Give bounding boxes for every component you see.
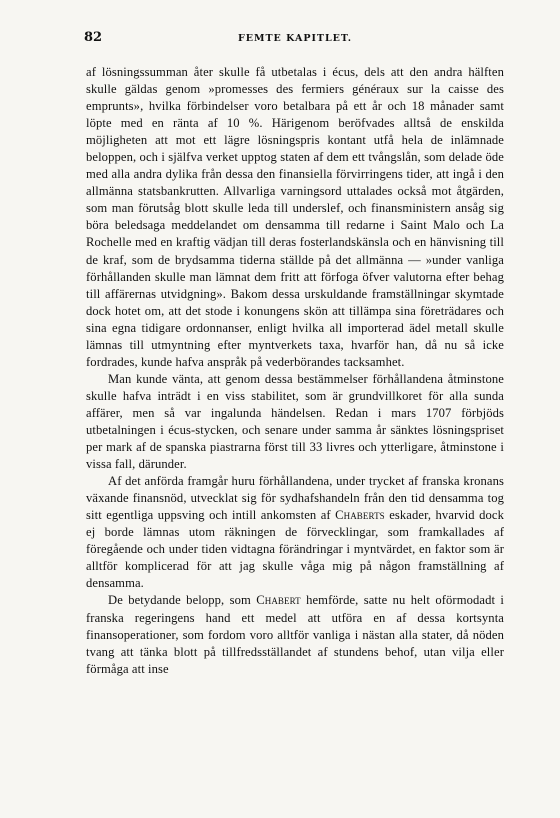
paragraph-3-text: eskader, hvarvid dock ej borde lämnas utom räkningen de förvecklingar, som framkallades af föregående och under tiden vidtagna förändringar i myntvärdet, en faktor som är alltför komplicerad för att jag skulle våga mig på någon framställning af densamma. <box>86 508 504 591</box>
page-number: 82 <box>84 30 103 45</box>
paragraph-4 <box>86 592 504 677</box>
paragraph-2: Man kunde vänta, att genom dessa bestämmelser förhållandena åtminstone skulle hafva inträdt i en viss stabilitet, som är grundvillkoret för alla sunda affärer, men så var ingalunda händelsen. Redan i mars 1707 förbjöds utbetalningen i écus-stycken, och senare under samma år sänktes lösningspriset per mark af de spanska piastrarna först till 33 livres och ytterligare, åtminstone i vissa fall, därunder. <box>86 371 504 472</box>
paragraph-1: af lösningssumman åter skulle få utbetalas i écus, dels att den andra hälften skulle gäldas genom »promesses des fermiers généraux sur la caisse des emprunts», hvilka förbindelser voro betalbara på ett år och 18 månader samt löpte med en ränta af 10 %. Härigenom beröfvades alltså de enskilda möjligheten att mot ett lägre lösningspris kontant utfå hela de inlämnade beloppen, och i själfva verket upptog staten af dem ett tvångslån, som delade öde med alla andra dylika från dessa den finansiella förvirringens tider, att ingå i den allmänna statsbankrutten. Allvarliga varningsord uttalades också mot åtgärden, som man förutsåg blott skulle leda till underslef, och finansministern ansåg sig böra beledsaga meddelandet om densamma till redarne i Saint Malo och La Rochelle med en kraftig vädjan till deras fosterlandskänsla och en hänvisning till de kraf, som de brydsamma tiderna ställde på det allmänna — »under vanliga förhållanden skulle man lämnat dem fritt att förfoga öfver valutorna efter behag till affärernas utvidgning». Bakom dessa urskuldande framställningar skymtade dock hotet om, att det stode i konungens skön att tillämpa sina företrädares och sina egna tidigare ordonnanser, enligt hvilka all importerad ädel metall skulle lämnas till utmyntning efter myntverkets taxa, hvarför han, då nu så icke fordrades, kunde hafva anspråk på vederbörandes tacksamhet. <box>86 65 504 369</box>
paragraph-3 <box>86 473 504 592</box>
name-chabert: Chaberts <box>335 508 385 523</box>
paragraph-4-text: hemförde, satte nu helt oförmodadt i franska regeringens hand ett medel att utföra en af dessa kortsynta finansoperationer, som fordom voro alltför vanliga i nästan alla stater, då nöden tvang att tänka blott på tillfredsställandet af stundens behof, utan vilja eller förmåga att inse <box>86 593 504 676</box>
paragraph-4-text: De betydande belopp, som <box>108 593 257 608</box>
name-chabert: Chabert <box>256 593 301 608</box>
page-header <box>86 30 504 52</box>
running-head: FEMTE KAPITLET. <box>237 33 353 44</box>
book-page <box>86 30 504 678</box>
paragraph-3-text: Af det anförda framgår huru förhållandena, under trycket af franska kronans växande finansnöd, utvecklat sig för sydhafshandeln från den tid densamma tog sitt egentliga uppsving och intill ankomsten af <box>86 474 504 523</box>
body-text <box>86 64 504 678</box>
